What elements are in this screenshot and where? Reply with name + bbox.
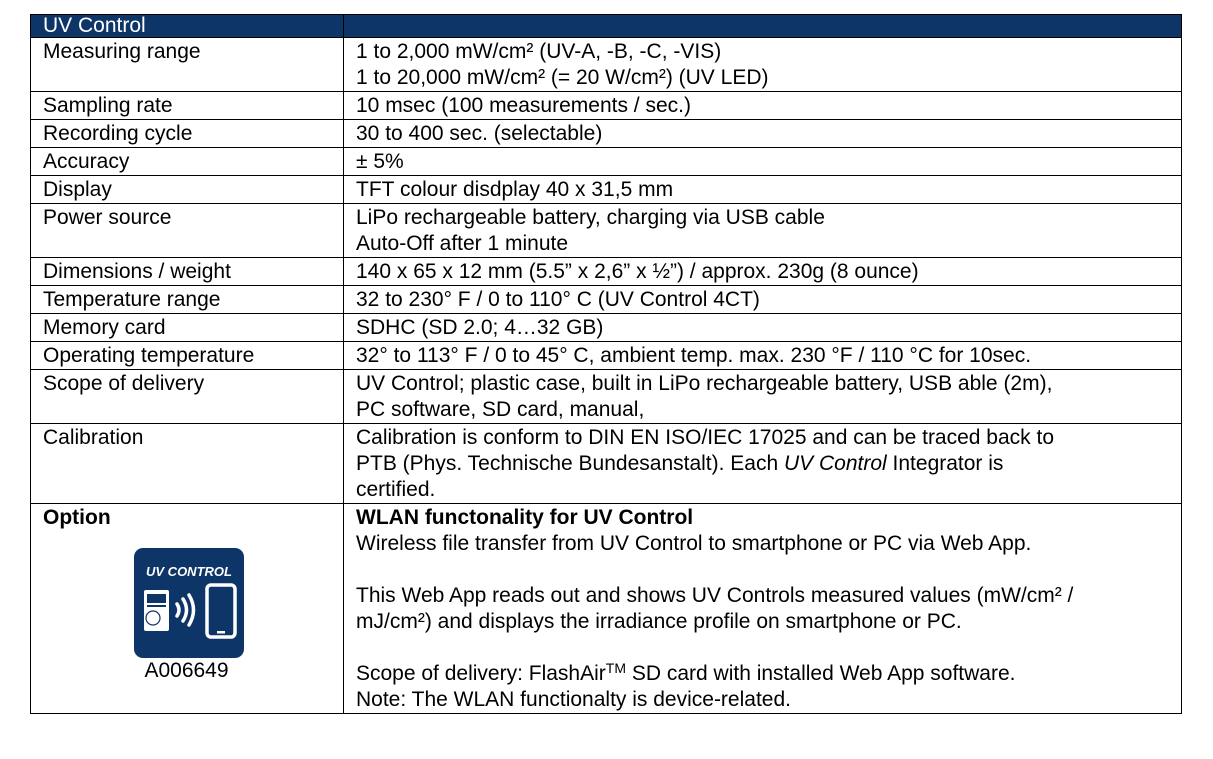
value-line: PC software, SD card, manual, xyxy=(356,398,645,421)
option-row xyxy=(31,504,1182,714)
value-line: TFT colour disdplay 40 x 31,5 mm xyxy=(356,178,674,201)
row-label: Memory card xyxy=(31,314,344,342)
row-label: Temperature range xyxy=(31,286,344,314)
row-value xyxy=(344,38,1182,92)
trademark-mark: TM xyxy=(605,660,626,676)
row-label: Sampling rate xyxy=(31,92,344,120)
table-row xyxy=(31,148,1182,176)
row-value xyxy=(344,424,1182,504)
value-line: mJ/cm²) and displays the irradiance profile on smartphone or PC. xyxy=(356,610,962,633)
row-label: Power source xyxy=(31,204,344,258)
table-header-row xyxy=(31,15,1182,38)
value-line: 140 x 65 x 12 mm (5.5” x 2,6” x ½”) / approx. 230g (8 ounce) xyxy=(356,260,919,283)
row-value xyxy=(344,120,1182,148)
option-label: Option xyxy=(43,506,111,529)
row-label: Dimensions / weight xyxy=(31,258,344,286)
option-title: WLAN functonality for UV Control xyxy=(356,506,694,529)
device-icon xyxy=(144,590,169,631)
spacer xyxy=(356,557,1171,583)
row-label: Accuracy xyxy=(31,148,344,176)
row-value xyxy=(344,92,1182,120)
value-line: LiPo rechargeable battery, charging via USB cable xyxy=(356,206,825,229)
table-row xyxy=(31,370,1182,424)
option-cell xyxy=(31,504,344,714)
table-title-right xyxy=(344,15,1182,38)
row-label: Display xyxy=(31,176,344,204)
table-title: UV Control xyxy=(31,15,344,38)
part-number: A006649 xyxy=(144,659,229,682)
table-row xyxy=(31,258,1182,286)
table-row xyxy=(31,120,1182,148)
row-value xyxy=(344,314,1182,342)
row-value xyxy=(344,148,1182,176)
value-line: 1 to 20,000 mW/cm² (= 20 W/cm²) (UV LED) xyxy=(356,66,769,89)
delivery-prefix: Scope of delivery: FlashAir xyxy=(356,662,606,685)
spacer xyxy=(356,635,1171,661)
row-value xyxy=(344,258,1182,286)
value-line: Auto-Off after 1 minute xyxy=(356,232,569,255)
calibration-row xyxy=(31,424,1182,504)
calibration-prefix: PTB (Phys. Technische Bundesanstalt). Each xyxy=(356,452,784,475)
table-row xyxy=(31,286,1182,314)
value-line: 32 to 230° F / 0 to 110° C (UV Control 4CT) xyxy=(356,288,760,311)
row-label: Operating temperature xyxy=(31,342,344,370)
value-line xyxy=(356,661,1171,687)
option-description xyxy=(344,504,1182,714)
table-row xyxy=(31,92,1182,120)
value-line: ± 5% xyxy=(356,150,404,173)
value-line: This Web App reads out and shows UV Controls measured values (mW/cm² / xyxy=(356,584,1074,607)
calibration-italic: UV Control xyxy=(784,452,887,475)
logo-text: UV CONTROL xyxy=(146,564,232,579)
value-line: certified. xyxy=(356,478,436,501)
row-value xyxy=(344,176,1182,204)
table-row xyxy=(31,38,1182,92)
value-line xyxy=(356,451,1171,477)
value-line: SDHC (SD 2.0; 4…32 GB) xyxy=(356,316,604,339)
table-row xyxy=(31,204,1182,258)
value-line: 10 msec (100 measurements / sec.) xyxy=(356,94,691,117)
row-label: Scope of delivery xyxy=(31,370,344,424)
value-line: UV Control; plastic case, built in LiPo rechargeable battery, USB able (2m), xyxy=(356,372,1053,395)
value-line: 1 to 2,000 mW/cm² (UV-A, -B, -C, -VIS) xyxy=(356,40,722,63)
value-line: 30 to 400 sec. (selectable) xyxy=(356,122,603,145)
row-value xyxy=(344,370,1182,424)
row-value xyxy=(344,204,1182,258)
table-row xyxy=(31,314,1182,342)
row-value xyxy=(344,286,1182,314)
value-line: Wireless file transfer from UV Control to smartphone or PC via Web App. xyxy=(356,532,1032,555)
spec-table xyxy=(30,14,1182,714)
value-line: 32° to 113° F / 0 to 45° C, ambient temp. max. 230 °F / 110 °C for 10sec. xyxy=(356,344,1032,367)
uv-control-wlan-logo xyxy=(134,548,244,658)
value-line: Calibration is conform to DIN EN ISO/IEC 17025 and can be traced back to xyxy=(356,426,1055,449)
row-label: Calibration xyxy=(31,424,344,504)
row-label: Recording cycle xyxy=(31,120,344,148)
row-value xyxy=(344,342,1182,370)
value-line: Note: The WLAN functionalty is device-related. xyxy=(356,688,791,711)
table-row xyxy=(31,176,1182,204)
delivery-suffix: SD card with installed Web App software. xyxy=(626,662,1016,685)
table-row xyxy=(31,342,1182,370)
calibration-suffix: Integrator is xyxy=(886,452,1004,475)
row-label: Measuring range xyxy=(31,38,344,92)
